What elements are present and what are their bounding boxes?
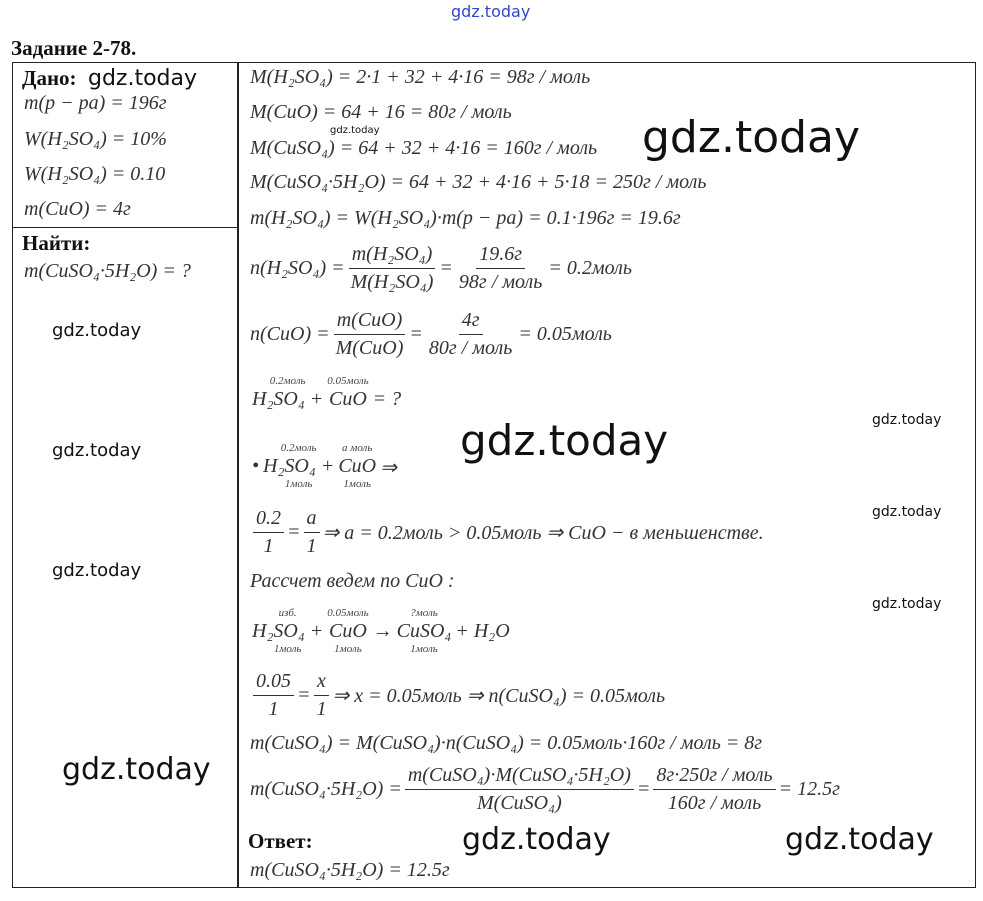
formula: H₂SO₄ + xyxy=(263,455,335,477)
fraction xyxy=(348,243,437,294)
rhs: = 12.5г xyxy=(778,778,840,800)
denominator: M(CuO) xyxy=(335,337,404,359)
denominator: 80г / моль xyxy=(428,337,513,359)
denominator: 1 xyxy=(306,535,317,557)
fraction xyxy=(653,764,775,815)
calculation-note: Рассчет ведем по CuO : xyxy=(250,570,455,592)
fraction xyxy=(405,764,634,815)
reaction-ratio xyxy=(250,442,399,491)
mass-hydrate xyxy=(250,764,840,815)
numerator: 19.6г xyxy=(476,243,525,269)
answer-value: m(CuSO₄·5H₂O) = 12.5г xyxy=(250,859,450,881)
reaction-question xyxy=(250,375,403,411)
find-label: Найти: xyxy=(22,231,91,255)
formula: CuO xyxy=(329,620,367,642)
annotation: 0.2моль xyxy=(280,442,317,454)
reaction-main xyxy=(250,607,512,656)
numerator: m(CuO) xyxy=(334,309,406,335)
numerator: 8г·250г / моль xyxy=(653,764,775,790)
watermark: gdz.today xyxy=(330,125,380,136)
fraction xyxy=(253,507,284,558)
equals: = xyxy=(409,323,423,345)
watermark: gdz.today xyxy=(460,416,669,465)
rhs: = 0.2моль xyxy=(548,257,632,279)
moles-cuso4 xyxy=(250,670,665,721)
molar-mass-hydrate: M(CuSO₄·5H₂O) = 64 + 32 + 4·16 + 5·18 = 250г / моль xyxy=(250,171,707,193)
watermark-top: gdz.today xyxy=(451,2,531,21)
watermark: gdz.today xyxy=(88,66,198,91)
annotation: 0.05моль xyxy=(327,375,369,387)
watermark: gdz.today xyxy=(62,752,211,787)
annotation: изб. xyxy=(278,607,297,619)
bullet-icon: • xyxy=(252,455,260,477)
fraction xyxy=(456,243,545,294)
answer-label: Ответ: xyxy=(248,829,313,853)
annotation: a моль xyxy=(342,442,373,454)
formula: H₂SO₄ + xyxy=(252,620,324,642)
watermark: gdz.today xyxy=(872,596,942,612)
mass-cuso4: m(CuSO₄) = M(CuSO₄)·n(CuSO₄) = 0.05моль·160г / моль = 8г xyxy=(250,732,763,754)
molar-mass-cuso4: M(CuSO₄) = 64 + 32 + 4·16 = 160г / моль xyxy=(250,137,598,159)
denominator: 1 xyxy=(263,535,274,557)
equals: = xyxy=(636,778,651,800)
numerator: m(CuSO₄)·M(CuSO₄·5H₂O) xyxy=(405,764,634,790)
denominator: 98г / моль xyxy=(458,271,543,293)
molar-mass-h2so4: M(H₂SO₄) = 2·1 + 32 + 4·16 = 98г / моль xyxy=(250,66,591,88)
fraction xyxy=(304,507,320,558)
watermark: gdz.today xyxy=(872,412,942,428)
arrow-icon: → xyxy=(372,620,393,642)
formula: CuO xyxy=(338,455,377,477)
ratio-comparison xyxy=(250,507,764,558)
divider xyxy=(12,227,238,228)
watermark: gdz.today xyxy=(785,822,934,857)
denominator: 160г / моль xyxy=(667,792,762,814)
numerator: 0.05 xyxy=(253,670,294,696)
watermark: gdz.today xyxy=(642,112,861,163)
conclusion: ⇒ a = 0.2моль > 0.05моль ⇒ CuO − в меньшенстве. xyxy=(322,522,764,544)
formula: CuSO₄ xyxy=(396,620,452,642)
numerator: m(H₂SO₄) xyxy=(349,243,436,269)
conclusion: ⇒ x = 0.05моль ⇒ n(CuSO₄) = 0.05моль xyxy=(332,685,666,707)
watermark: gdz.today xyxy=(52,560,142,581)
moles-h2so4 xyxy=(250,243,632,294)
lhs: m(CuSO₄·5H₂O) = xyxy=(250,778,402,800)
denominator: M(CuSO₄) xyxy=(477,792,562,814)
numerator: a xyxy=(304,507,320,533)
annotation: 1моль xyxy=(273,643,302,655)
annotation: 1моль xyxy=(284,478,313,490)
watermark: gdz.today xyxy=(872,504,942,520)
annotation: 0.05моль xyxy=(327,607,369,619)
numerator: x xyxy=(314,670,329,696)
implies: ⇒ xyxy=(380,457,397,479)
formula: H₂SO₄ + xyxy=(252,388,324,410)
given-item: m(р − ра) = 196г xyxy=(24,92,167,114)
given-item: W(H₂SO₄) = 0.10 xyxy=(24,163,166,185)
given-item: m(CuO) = 4г xyxy=(24,198,131,220)
denominator: 1 xyxy=(316,698,327,720)
annotation: 1моль xyxy=(334,643,362,655)
watermark: gdz.today xyxy=(52,440,142,461)
annotation: 1моль xyxy=(343,478,371,490)
mass-h2so4: m(H₂SO₄) = W(H₂SO₄)·m(р − ра) = 0.1·196г = 19.6г xyxy=(250,207,681,229)
fraction xyxy=(314,670,330,721)
fraction xyxy=(333,309,407,360)
task-title: Задание 2-78. xyxy=(11,36,137,60)
formula: + H₂O xyxy=(455,620,510,642)
annotation: ?моль xyxy=(410,607,438,619)
numerator: 0.2 xyxy=(253,507,284,533)
formula: = ? xyxy=(372,388,402,410)
given-label: Дано: xyxy=(22,66,77,90)
moles-cuo xyxy=(250,309,612,360)
find-item: m(CuSO₄·5H₂O) = ? xyxy=(24,260,191,282)
molar-mass-cuo: M(CuO) = 64 + 16 = 80г / моль xyxy=(250,101,512,123)
watermark: gdz.today xyxy=(52,320,142,341)
equals: = xyxy=(287,521,301,543)
equals: = xyxy=(439,257,453,279)
fraction xyxy=(253,670,294,721)
rhs: = 0.05моль xyxy=(518,323,612,345)
annotation: 1моль xyxy=(410,643,438,655)
given-item: W(H₂SO₄) = 10% xyxy=(24,128,167,150)
fraction xyxy=(426,309,515,360)
denominator: 1 xyxy=(268,698,279,720)
annotation: 0.2моль xyxy=(269,375,306,387)
lhs: n(CuO) = xyxy=(250,323,330,345)
denominator: M(H₂SO₄) xyxy=(350,271,434,293)
numerator: 4г xyxy=(459,309,483,335)
formula: CuO xyxy=(329,388,367,410)
equals: = xyxy=(297,684,311,706)
watermark: gdz.today xyxy=(462,822,611,857)
lhs: n(H₂SO₄) = xyxy=(250,257,345,279)
